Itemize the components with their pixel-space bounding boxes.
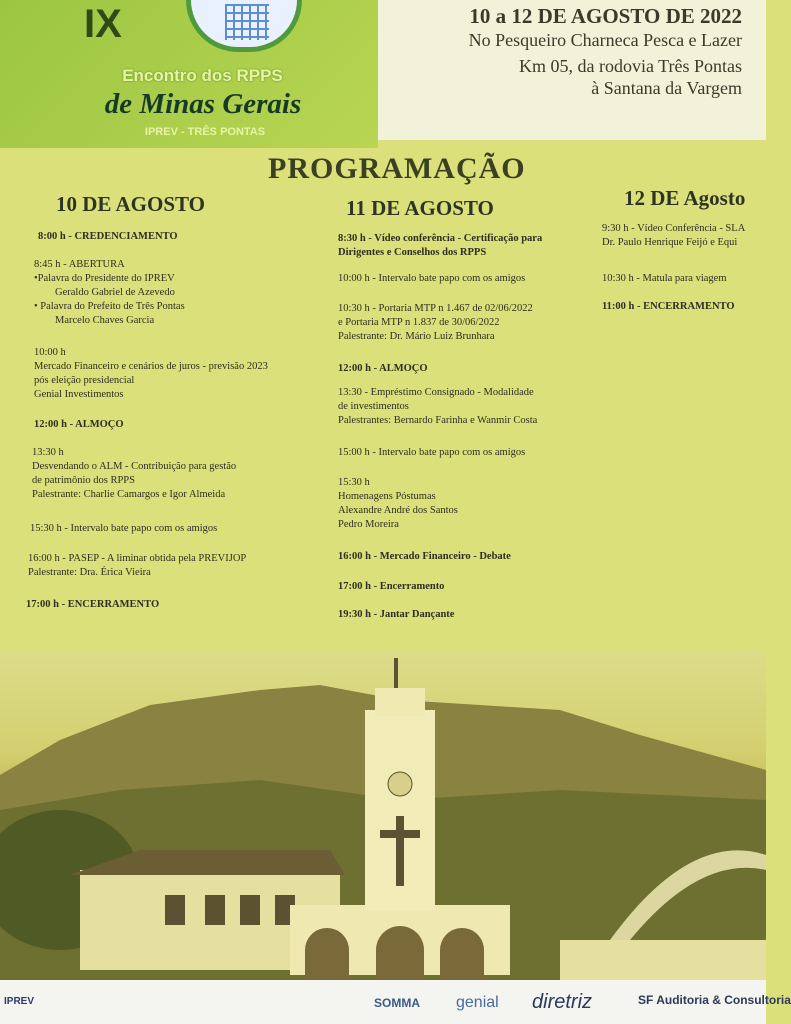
sponsor-logo: SF Auditoria & Consultoria bbox=[638, 993, 791, 1007]
event-city: à Santana da Vargem bbox=[591, 78, 742, 98]
event-name-line2: de Minas Gerais bbox=[104, 88, 302, 120]
day2-item: 15:00 h - Intervalo bate papo com os amigos bbox=[338, 447, 526, 458]
sponsor-logo: SOMMA bbox=[374, 996, 420, 1010]
day2-item: 17:00 h - Encerramento bbox=[338, 581, 445, 592]
event-date: 10 a 12 DE AGOSTO DE 2022 bbox=[469, 4, 742, 28]
day2-item: 10:00 h - Intervalo bate papo com os amigos bbox=[338, 273, 526, 284]
program-title: PROGRAMAÇÃO bbox=[268, 152, 526, 185]
event-name-line1: Encontro dos RPPS bbox=[122, 66, 283, 85]
day2-item: 19:30 h - Jantar Dançante bbox=[338, 609, 455, 620]
day1-item: 13:30 h Desvendando o ALM - Contribuição para gestão de patrimônio dos RPPS Palestrante: Charlie Camargos e Igor Almeida bbox=[32, 447, 237, 500]
day2-item: 10:30 h - Portaria MTP n 1.467 de 02/06/2022 e Portaria MTP n 1.837 de 30/06/2022 Palestrante: Dr. Mário Luiz Brunhara bbox=[338, 303, 533, 342]
day3-item: 9:30 h - Vídeo Conferência - SLA Dr. Paulo Henrique Feijó e Equi bbox=[602, 223, 746, 248]
day2-item: 16:00 h - Mercado Financeiro - Debate bbox=[338, 551, 511, 562]
sponsor-logo: diretriz bbox=[532, 991, 593, 1013]
sponsor-logo: genial bbox=[456, 994, 499, 1011]
day1-heading: 10 DE AGOSTO bbox=[56, 192, 205, 216]
day1-item: 16:00 h - PASEP - A liminar obtida pela PREVIJOP Palestrante: Dra. Érica Vieira bbox=[28, 553, 247, 578]
town-photo bbox=[0, 650, 766, 980]
church-and-mountain-illustration bbox=[0, 650, 766, 980]
day1-item: 8:45 h - ABERTURA •Palavra do Presidente do IPREV Geraldo Gabriel de Azevedo • Palavra do Prefeito de Três Pontas Marcelo Chaves Garcia bbox=[34, 259, 185, 326]
day3-item: 11:00 h - ENCERRAMENTO bbox=[602, 301, 735, 312]
day2-item: 15:30 h Homenagens Póstumas Alexandre André dos Santos Pedro Moreira bbox=[338, 477, 458, 530]
sponsor-logo: IPREV bbox=[4, 996, 35, 1007]
day1-item: 17:00 h - ENCERRAMENTO bbox=[26, 599, 160, 610]
day2-item: 8:30 h - Vídeo conferência - Certificação para Dirigentes e Conselhos dos RPPS bbox=[338, 233, 543, 258]
organizer-label: IPREV - TRÊS PONTAS bbox=[144, 126, 266, 138]
event-venue: No Pesqueiro Charneca Pesca e Lazer bbox=[468, 30, 742, 50]
day2-item: 13:30 - Empréstimo Consignado - Modalidade de investimentos Palestrantes: Bernardo Farinha e Wanmir Costa bbox=[338, 387, 538, 426]
day3-heading: 12 DE Agosto bbox=[624, 186, 746, 210]
edition-number: IX bbox=[84, 2, 122, 46]
day1-item: 15:30 h - Intervalo bate papo com os amigos bbox=[30, 523, 218, 534]
day2-heading: 11 DE AGOSTO bbox=[346, 196, 494, 220]
day1-item: 10:00 h Mercado Financeiro e cenários de juros - previsão 2023 pós eleição presidencial Genial Investimentos bbox=[34, 347, 268, 400]
event-road: Km 05, da rodovia Três Pontas bbox=[518, 56, 742, 76]
day1-item: 8:00 h - CREDENCIAMENTO bbox=[38, 231, 178, 242]
day1-item: 12:00 h - ALMOÇO bbox=[34, 419, 124, 430]
day3-item: 10:30 h - Matula para viagem bbox=[602, 273, 727, 284]
day2-item: 12:00 h - ALMOÇO bbox=[338, 363, 428, 374]
